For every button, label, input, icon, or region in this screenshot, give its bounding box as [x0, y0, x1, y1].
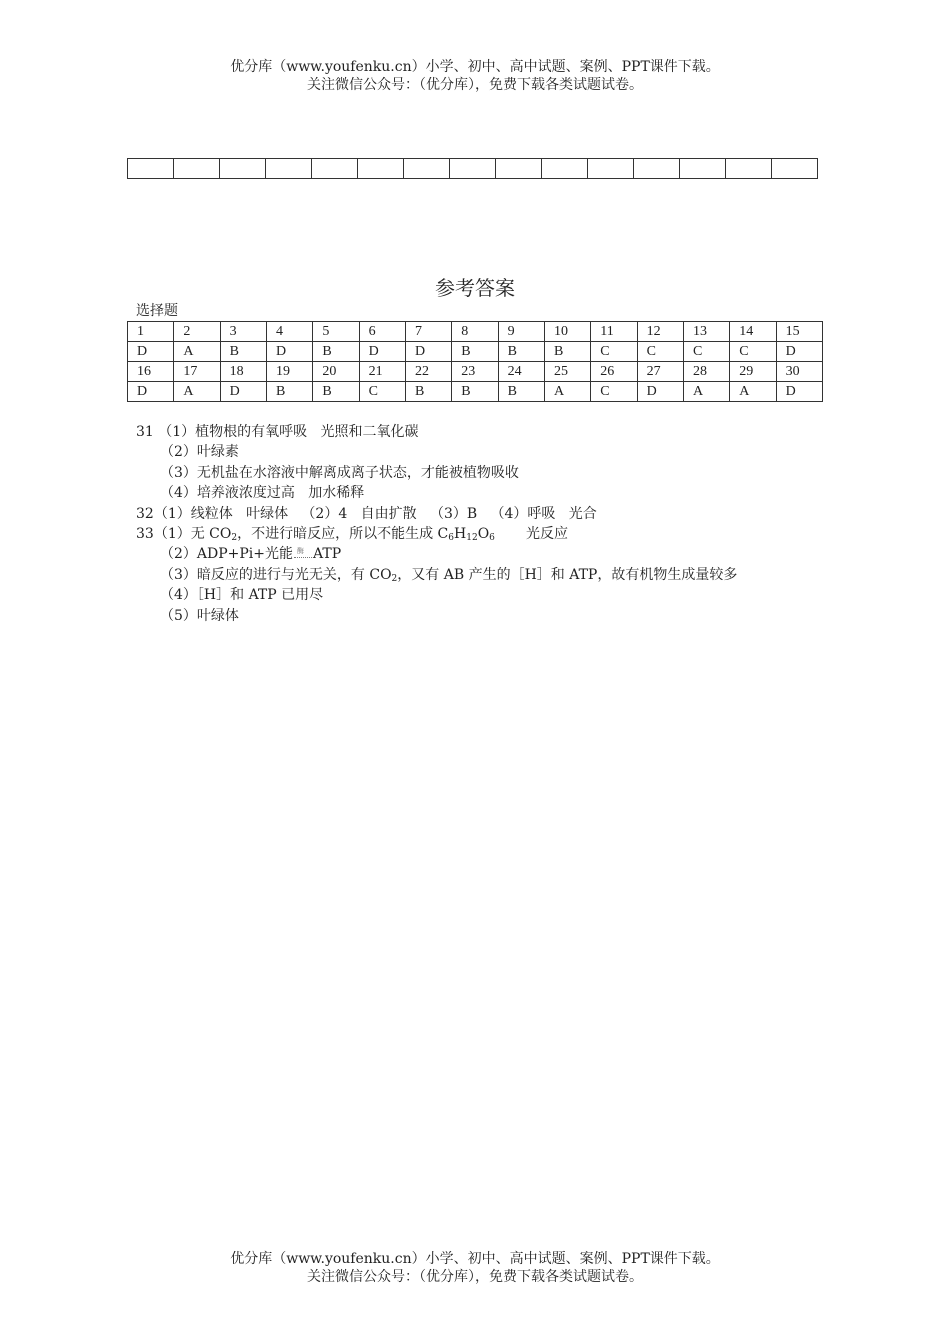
answer-cell: 4 [266, 322, 312, 342]
q31-line-4: （4）培养液浓度过高 加水稀释 [160, 485, 365, 502]
answer-cell: C [359, 382, 405, 402]
answer-text [136, 422, 737, 626]
answer-cell: 27 [637, 362, 683, 382]
answer-cell: A [174, 342, 220, 362]
answer-cell: B [313, 382, 359, 402]
answer-cell: B [498, 382, 544, 402]
section-label: 选择题 [136, 303, 178, 319]
answer-cell: 30 [776, 362, 822, 382]
answer-cell: 7 [405, 322, 451, 342]
q32-line-1: 32（1）线粒体 叶绿体 （2）4 自由扩散 （3）B （4）呼吸 光合 [136, 505, 597, 522]
footer-line-1: 优分库（www.youfenku.cn）小学、初中、高中试题、案例、PPT课件下载。 [230, 1251, 720, 1267]
answer-cell: C [591, 342, 637, 362]
enzyme-arrow: 酶 [293, 547, 313, 561]
answer-cell: B [266, 382, 312, 402]
q33-line-2: （2）ADP+Pi+光能 酶 ATP [160, 546, 342, 563]
answer-cell: D [776, 342, 822, 362]
answer-cell: B [405, 382, 451, 402]
answer-cell: B [452, 382, 498, 402]
answer-cell: 9 [498, 322, 544, 342]
answer-cell: 16 [128, 362, 174, 382]
header-line-2: 关注微信公众号：（优分库），免费下载各类试题试卷。 [307, 77, 643, 93]
answer-cell: B [498, 342, 544, 362]
answer-cell: D [266, 342, 312, 362]
answer-cell: 19 [266, 362, 312, 382]
answer-cell: B [452, 342, 498, 362]
page-title: 参考答案 [435, 276, 515, 300]
answer-cell: A [544, 382, 590, 402]
blank-answer-grid [127, 158, 818, 179]
answer-cell: D [405, 342, 451, 362]
answer-cell: 12 [637, 322, 683, 342]
q31-line-3: （3）无机盐在水溶液中解离成离子状态，才能被植物吸收 [160, 464, 519, 481]
answer-cell: B [313, 342, 359, 362]
answer-cell: D [359, 342, 405, 362]
answer-cell: 28 [683, 362, 729, 382]
answer-cell: 1 [128, 322, 174, 342]
answer-cell: C [637, 342, 683, 362]
answer-cell: D [637, 382, 683, 402]
answer-cell: 3 [220, 322, 266, 342]
answer-cell: 11 [591, 322, 637, 342]
answer-row [128, 342, 823, 362]
answer-cell: 22 [405, 362, 451, 382]
answer-cell: 15 [776, 322, 822, 342]
footer-line-2: 关注微信公众号：（优分库），免费下载各类试题试卷。 [307, 1269, 643, 1285]
answer-cell: 2 [174, 322, 220, 342]
answer-cell: B [220, 342, 266, 362]
answer-row [128, 382, 823, 402]
answer-cell: 6 [359, 322, 405, 342]
answer-row [128, 322, 823, 342]
answer-cell: B [544, 342, 590, 362]
answer-cell: 5 [313, 322, 359, 342]
answer-cell: D [128, 382, 174, 402]
answer-cell: A [174, 382, 220, 402]
header-line-1: 优分库（www.youfenku.cn）小学、初中、高中试题、案例、PPT课件下载。 [230, 59, 720, 75]
answer-cell: 8 [452, 322, 498, 342]
answer-cell: D [128, 342, 174, 362]
answer-cell: 17 [174, 362, 220, 382]
answer-cell: 14 [730, 322, 776, 342]
answer-cell: D [776, 382, 822, 402]
answer-cell: 20 [313, 362, 359, 382]
answer-cell: 21 [359, 362, 405, 382]
answer-cell: 24 [498, 362, 544, 382]
answer-row [128, 362, 823, 382]
answer-cell: 18 [220, 362, 266, 382]
answer-cell: 10 [544, 322, 590, 342]
q33-line-3: （3）暗反应的进行与光无关，有 $CO_2$，又有 AB 产生的［H］和 ATP，故有机物生成量较多 [160, 566, 738, 584]
answer-cell: C [683, 342, 729, 362]
q31-line-2: （2）叶绿素 [160, 444, 239, 461]
page-header [0, 58, 950, 94]
answer-cell: 23 [452, 362, 498, 382]
answer-cell: C [591, 382, 637, 402]
answer-table [127, 321, 823, 402]
answer-cell: 29 [730, 362, 776, 382]
q33-line-5: （5）叶绿体 [160, 607, 239, 624]
answer-cell: D [220, 382, 266, 402]
answer-cell: 25 [544, 362, 590, 382]
answer-cell: A [683, 382, 729, 402]
q31-line-1: 31 （1）植物根的有氧呼吸 光照和二氧化碳 [136, 424, 419, 440]
page-footer [0, 1250, 950, 1286]
answer-cell: 26 [591, 362, 637, 382]
answer-cell: 13 [683, 322, 729, 342]
q33-line-1: 33（1）无 $CO_2$，不进行暗反应，所以不能生成 $C_6H_{12}O_6$ 光反应 [136, 526, 569, 544]
q33-line-4: （4）［H］和 ATP 已用尽 [160, 587, 324, 604]
answer-cell: C [730, 342, 776, 362]
answer-cell: A [730, 382, 776, 402]
